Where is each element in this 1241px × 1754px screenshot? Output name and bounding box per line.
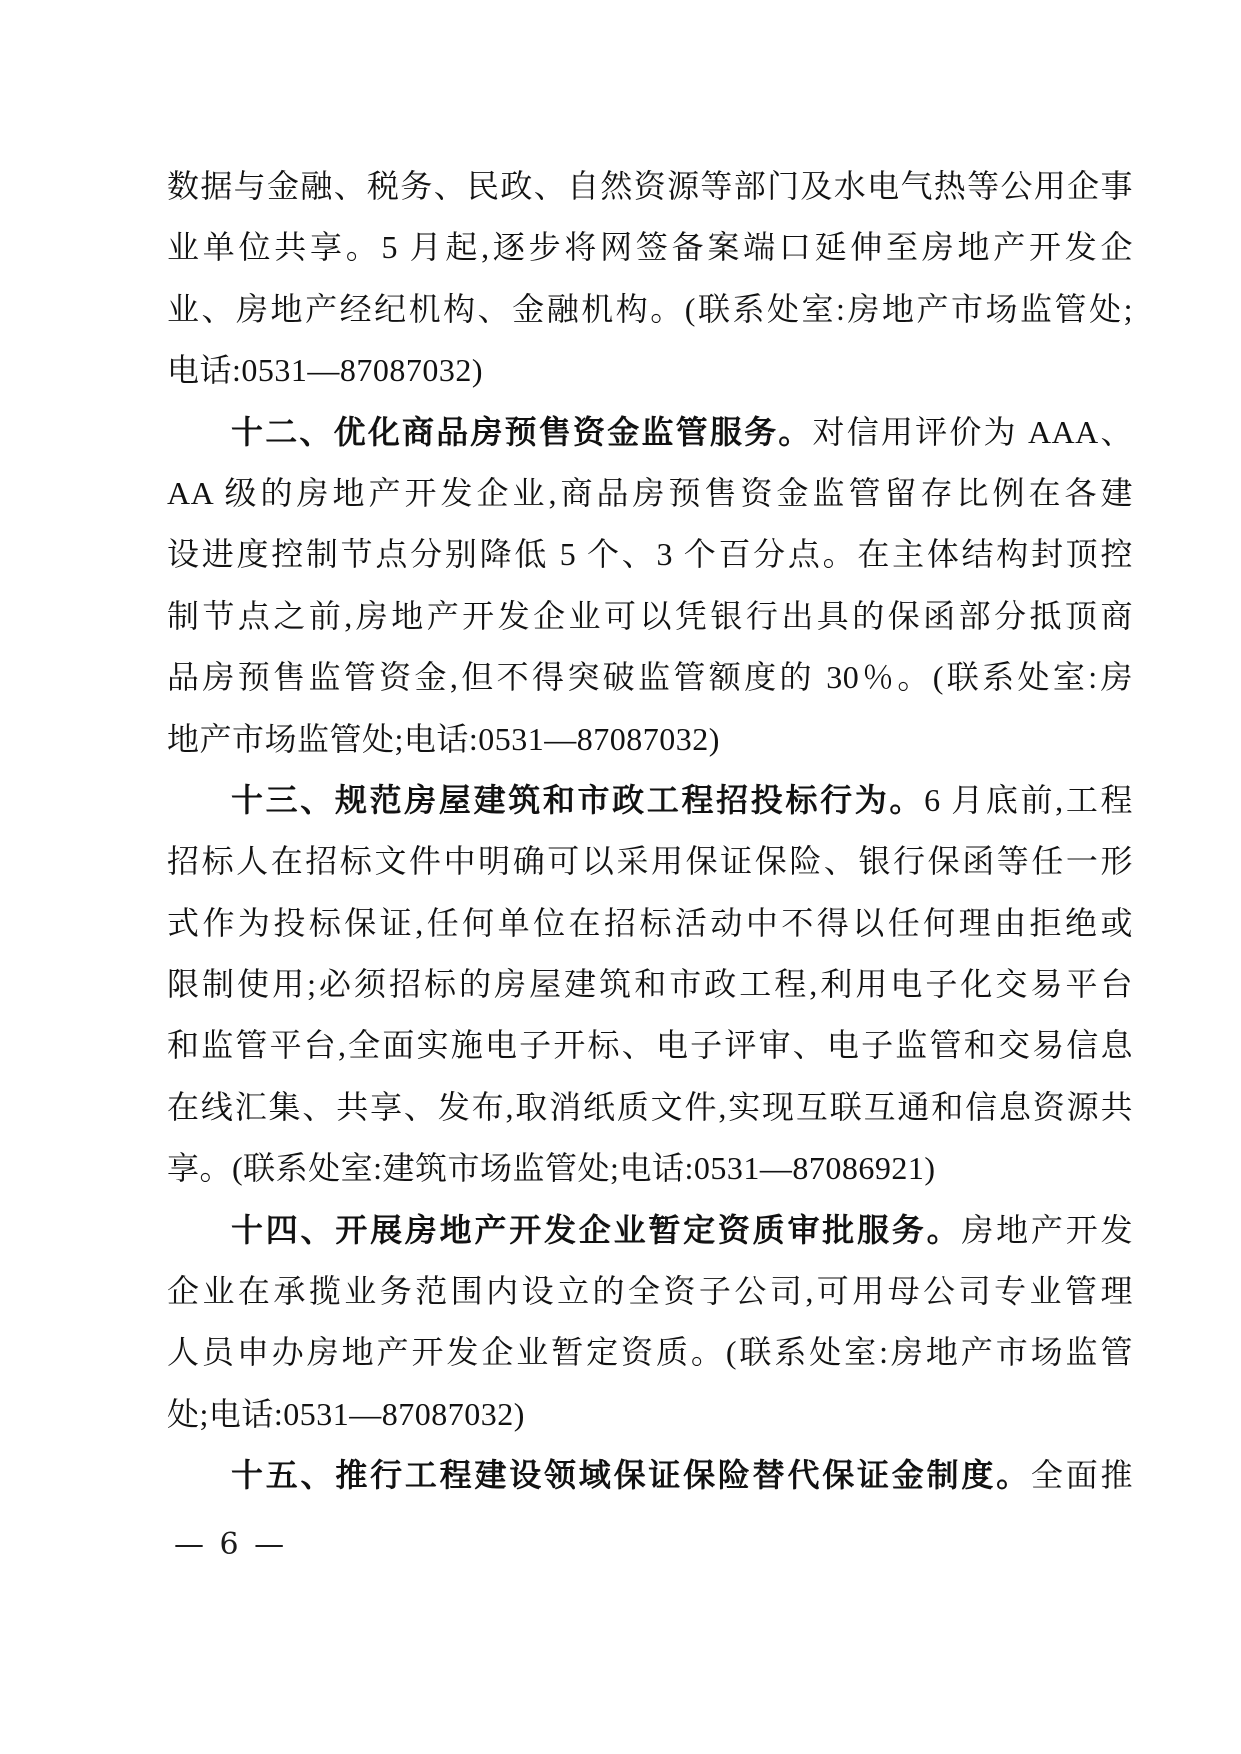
heading-bold-text: 十二、优化商品房预售资金监管服务。 bbox=[231, 413, 813, 450]
body-text-line bbox=[167, 279, 1133, 340]
line-text: 企业在承揽业务范围内设立的全资子公司,可用母公司专业管理 bbox=[167, 1273, 1133, 1310]
body-text-line bbox=[167, 647, 1133, 708]
body-text-line bbox=[167, 524, 1133, 585]
line-text: 地产市场监管处;电话:0531—87087032) bbox=[167, 720, 720, 757]
body-text-line bbox=[167, 463, 1133, 524]
heading-bold-text: 十三、规范房屋建筑和市政工程招投标行为。 bbox=[231, 781, 925, 818]
body-text-line bbox=[167, 340, 1133, 401]
body-text-line bbox=[167, 1261, 1133, 1322]
body-text-line bbox=[167, 709, 1133, 770]
line-text: 制节点之前,房地产开发企业可以凭银行出具的保函部分抵顶商 bbox=[167, 597, 1133, 634]
line-text: AA 级的房地产开发企业,商品房预售资金监管留存比例在各建 bbox=[167, 474, 1133, 511]
line-text: 数据与金融、税务、民政、自然资源等部门及水电气热等公用企事 bbox=[167, 168, 1133, 204]
line-text: 电话:0531—87087032) bbox=[167, 352, 484, 389]
line-text: 设进度控制节点分别降低 5 个、3 个百分点。在主体结构封顶控 bbox=[167, 536, 1133, 573]
line-text: 人员申办房地产开发企业暂定资质。(联系处室:房地产市场监管 bbox=[167, 1334, 1133, 1371]
paragraph-heading-line bbox=[167, 770, 1133, 831]
body-text-line bbox=[167, 586, 1133, 647]
paragraph-heading-line bbox=[167, 1445, 1133, 1506]
body-text-line bbox=[167, 954, 1133, 1015]
line-text: 在线汇集、共享、发布,取消纸质文件,实现互联互通和信息资源共 bbox=[167, 1088, 1133, 1125]
paragraph-heading-line bbox=[167, 402, 1133, 463]
line-text: 业、房地产经纪机构、金融机构。(联系处室:房地产市场监管处; bbox=[167, 290, 1133, 327]
line-text: 招标人在招标文件中明确可以采用保证保险、银行保函等任一形 bbox=[167, 843, 1133, 880]
body-text-line bbox=[167, 1322, 1133, 1383]
line-text: 式作为投标保证,任何单位在招标活动中不得以任何理由拒绝或 bbox=[167, 904, 1133, 941]
body-text-line bbox=[167, 831, 1133, 892]
line-text: 品房预售监管资金,但不得突破监管额度的 30％。(联系处室:房 bbox=[167, 659, 1133, 696]
body-text-line bbox=[167, 1384, 1133, 1445]
line-text: 处;电话:0531—87087032) bbox=[167, 1395, 525, 1432]
line-text: 房地产开发 bbox=[961, 1211, 1133, 1248]
body-text-line bbox=[167, 1015, 1133, 1076]
line-text: 6 月底前,工程 bbox=[924, 781, 1133, 818]
heading-bold-text: 十四、开展房地产开发企业暂定资质审批服务。 bbox=[231, 1211, 962, 1248]
body-text-line bbox=[167, 217, 1133, 278]
line-text: 限制使用;必须招标的房屋建筑和市政工程,利用电子化交易平台 bbox=[167, 966, 1133, 1003]
line-text: 和监管平台,全面实施电子开标、电子评审、电子监管和交易信息 bbox=[167, 1027, 1133, 1064]
line-text: 享。(联系处室:建筑市场监管处;电话:0531—87086921) bbox=[167, 1150, 936, 1187]
body-text-line bbox=[167, 1077, 1133, 1138]
body-text-line bbox=[167, 156, 1133, 217]
line-text: 对信用评价为 AAA、 bbox=[812, 413, 1133, 450]
page-number: — 6 — bbox=[174, 1527, 288, 1562]
document-text-block bbox=[167, 156, 1133, 1507]
line-text: 业单位共享。5 月起,逐步将网签备案端口延伸至房地产开发企 bbox=[167, 229, 1133, 266]
body-text-line bbox=[167, 1138, 1133, 1199]
line-text: 全面推 bbox=[1030, 1457, 1133, 1494]
body-text-line bbox=[167, 893, 1133, 954]
paragraph-heading-line bbox=[167, 1200, 1133, 1261]
heading-bold-text: 十五、推行工程建设领域保证保险替代保证金制度。 bbox=[231, 1457, 1031, 1494]
